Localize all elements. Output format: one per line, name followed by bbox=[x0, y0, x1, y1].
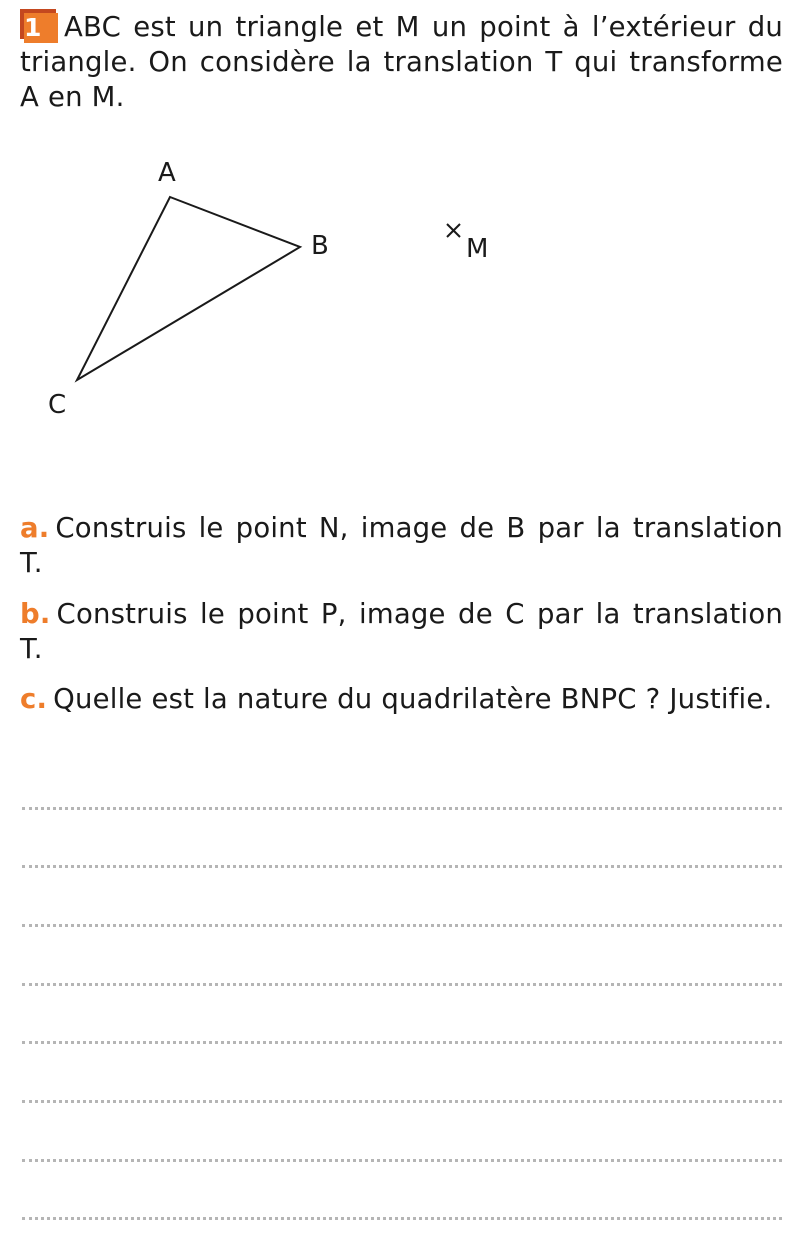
answer-line[interactable] bbox=[22, 983, 782, 986]
label-a: A bbox=[158, 158, 176, 188]
answer-line[interactable] bbox=[22, 1100, 782, 1103]
question-b bbox=[20, 597, 783, 667]
label-c: C bbox=[48, 390, 67, 420]
answer-line[interactable] bbox=[22, 1217, 782, 1220]
question-c-text: Quelle est la nature du quadrilatère BNPC ? Justifie. bbox=[53, 683, 773, 715]
question-c bbox=[20, 682, 783, 717]
exercise-number-badge bbox=[20, 9, 58, 41]
question-c-letter: c. bbox=[20, 683, 48, 715]
exercise-number: 1 bbox=[24, 13, 58, 43]
label-b: B bbox=[311, 231, 329, 261]
label-m: M bbox=[466, 234, 489, 264]
answer-line[interactable] bbox=[22, 865, 782, 868]
point-m-cross-icon bbox=[447, 224, 460, 237]
answer-line[interactable] bbox=[22, 1159, 782, 1162]
answer-line[interactable] bbox=[22, 807, 782, 810]
exercise-statement bbox=[20, 9, 783, 115]
question-b-letter: b. bbox=[20, 598, 51, 630]
question-a-letter: a. bbox=[20, 512, 50, 544]
answer-line[interactable] bbox=[22, 924, 782, 927]
question-b-text: Construis le point P, image de C par la translation T. bbox=[20, 598, 783, 665]
question-a-text: Construis le point N, image de B par la translation T. bbox=[20, 512, 783, 579]
question-a bbox=[20, 511, 783, 581]
triangle-abc bbox=[77, 197, 300, 380]
answer-line[interactable] bbox=[22, 1041, 782, 1044]
statement-text: ABC est un triangle et M un point à l’extérieur du triangle. On considère la translation T qui transforme A en M. bbox=[20, 11, 783, 113]
triangle-figure bbox=[0, 140, 803, 440]
